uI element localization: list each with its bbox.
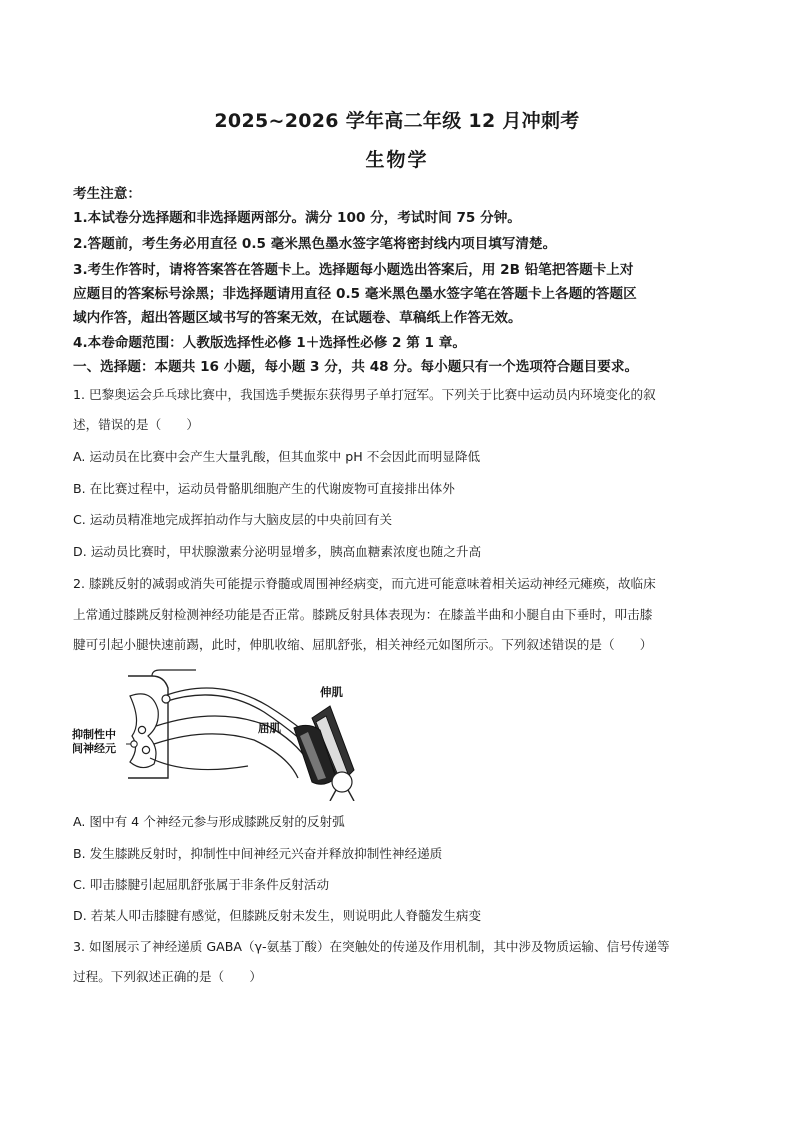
question-2-option-b: B. 发生膝跳反射时，抑制性中间神经元兴奋并释放抑制性神经递质: [73, 846, 443, 861]
subject-title: 生物学: [365, 149, 429, 171]
question-2-option-a: A. 图中有 4 个神经元参与形成膝跳反射的反射弧: [73, 814, 345, 829]
knee-reflex-figure: [68, 666, 368, 801]
label-flexor: 屈肌: [258, 721, 281, 735]
question-3-stem-line-2: 过程。下列叙述正确的是（ ）: [73, 969, 262, 984]
label-interneuron-1: 抑制性中: [72, 728, 116, 741]
question-2-option-d: D. 若某人叩击膝腱有感觉，但膝跳反射未发生，则说明此人脊髓发生病变: [73, 908, 482, 923]
question-3-stem-line-1: 3. 如图展示了神经递质 GABA（γ-氨基丁酸）在突触处的传递及作用机制，其中涉及物质运输、信号传递等: [73, 939, 670, 954]
notice-item-4: 4.本卷命题范围：人教版选择性必修 1＋选择性必修 2 第 1 章。: [73, 335, 466, 351]
notice-item-1: 1.本试卷分选择题和非选择题两部分。满分 100 分，考试时间 75 分钟。: [73, 210, 521, 226]
notice-item-3: 3.考生作答时，请将答案答在答题卡上。选择题每小题选出答案后，用 2B 铅笔把答题卡上对: [73, 262, 634, 278]
question-1-option-c: C. 运动员精准地完成挥拍动作与大脑皮层的中央前回有关: [73, 512, 393, 527]
label-interneuron-2: 间神经元: [72, 742, 116, 755]
question-1-stem-line-2: 述，错误的是（ ）: [73, 417, 199, 432]
question-2-stem-line-3: 腱可引起小腿快速前踢，此时，伸肌收缩、屈肌舒张，相关神经元如图所示。下列叙述错误的是（ ）: [73, 637, 653, 652]
question-1-option-b: B. 在比赛过程中，运动员骨骼肌细胞产生的代谢废物可直接排出体外: [73, 481, 455, 496]
question-2-stem-line-2: 上常通过膝跳反射检测神经功能是否正常。膝跳反射具体表现为：在膝盖半曲和小腿自由下垂时，叩击膝: [73, 607, 653, 622]
exam-title: 2025~2026 学年高二年级 12 月冲刺考: [214, 110, 580, 132]
question-2-stem-line-1: 2. 膝跳反射的减弱或消失可能提示脊髓或周围神经病变，而亢进可能意味着相关运动神经元瘫痪，故临床: [73, 576, 656, 591]
notice-item-3-cont-1: 应题目的答案标号涂黑；非选择题请用直径 0.5 毫米黑色墨水签字笔在答题卡上各题的答题区: [73, 286, 637, 302]
question-2-option-c: C. 叩击膝腱引起屈肌舒张属于非条件反射活动: [73, 877, 330, 892]
question-1-option-d: D. 运动员比赛时，甲状腺激素分泌明显增多，胰高血糖素浓度也随之升高: [73, 544, 482, 559]
section-heading: 一、选择题：本题共 16 小题，每小题 3 分，共 48 分。每小题只有一个选项符合题目要求。: [73, 359, 639, 375]
notice-item-2: 2.答题前，考生务必用直径 0.5 毫米黑色墨水签字笔将密封线内项目填写清楚。: [73, 236, 557, 252]
notice-heading: 考生注意：: [73, 186, 141, 202]
label-extensor: 伸肌: [320, 685, 343, 699]
question-1-option-a: A. 运动员在比赛中会产生大量乳酸，但其血浆中 pH 不会因此而明显降低: [73, 449, 481, 464]
question-1-stem-line-1: 1. 巴黎奥运会乒乓球比赛中，我国选手樊振东获得男子单打冠军。下列关于比赛中运动员内环境变化的叙: [73, 387, 656, 402]
notice-item-3-cont-2: 域内作答，超出答题区域书写的答案无效，在试题卷、草稿纸上作答无效。: [73, 310, 522, 326]
